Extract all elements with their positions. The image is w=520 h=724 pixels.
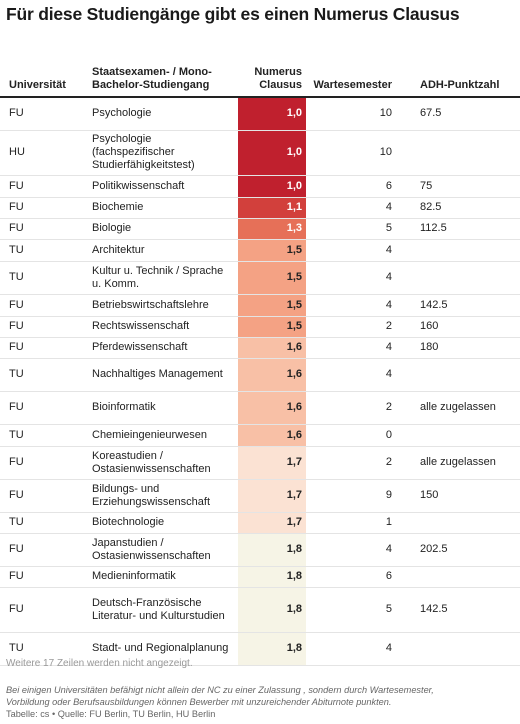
table-row xyxy=(0,358,520,391)
column-header-nc[interactable]: Numerus Clausus xyxy=(238,40,306,97)
table-row xyxy=(0,239,520,261)
cell-adh-points: 142.5 xyxy=(411,587,520,632)
cell-degree: Koreastudien / Ostasienwissenschaften xyxy=(92,446,238,479)
cell-waiting-semesters: 5 xyxy=(306,218,411,239)
cell-university: FU xyxy=(0,533,92,566)
table-row xyxy=(0,566,520,587)
table-row xyxy=(0,446,520,479)
cell-nc: 1,0 xyxy=(238,130,306,175)
cell-adh-points xyxy=(411,261,520,294)
column-header-university[interactable]: Universität xyxy=(0,40,92,97)
table-body xyxy=(0,97,520,665)
cell-university: FU xyxy=(0,197,92,218)
cell-adh-points: 75 xyxy=(411,175,520,197)
table-row xyxy=(0,197,520,218)
cell-university: TU xyxy=(0,632,92,665)
cell-degree: Biochemie xyxy=(92,197,238,218)
cell-adh-points xyxy=(411,632,520,665)
cell-nc: 1,6 xyxy=(238,337,306,358)
cell-adh-points: 142.5 xyxy=(411,294,520,316)
cell-university: FU xyxy=(0,218,92,239)
table-row xyxy=(0,424,520,446)
cell-degree: Chemieingenieurwesen xyxy=(92,424,238,446)
cell-university: TU xyxy=(0,358,92,391)
table-row xyxy=(0,391,520,424)
cell-degree: Bildungs- und Erziehungswissenschaft xyxy=(92,479,238,512)
cell-nc: 1,8 xyxy=(238,587,306,632)
cell-waiting-semesters: 10 xyxy=(306,130,411,175)
cell-degree: Japanstudien / Ostasienwissenschaften xyxy=(92,533,238,566)
footnote: Bei einigen Universitäten befähigt nicht allein der NC zu einer Zulassung , sondern durch Wartesemester, Vorbildung oder Berufsausbildungen können Bewerber mit unzureichender Abiturnote punkten. xyxy=(6,685,434,707)
cell-nc: 1,0 xyxy=(238,97,306,130)
cell-university: TU xyxy=(0,261,92,294)
cell-degree: Betriebswirtschaftslehre xyxy=(92,294,238,316)
table-row xyxy=(0,294,520,316)
cell-degree: Biotechnologie xyxy=(92,512,238,533)
cell-nc: 1,5 xyxy=(238,261,306,294)
cell-nc: 1,6 xyxy=(238,424,306,446)
cell-waiting-semesters: 4 xyxy=(306,533,411,566)
table-row xyxy=(0,533,520,566)
cell-waiting-semesters: 6 xyxy=(306,566,411,587)
table-row xyxy=(0,337,520,358)
cell-degree: Medieninformatik xyxy=(92,566,238,587)
more-rows-note: Weitere 17 Zeilen werden nicht angezeigt. xyxy=(6,658,193,669)
cell-nc: 1,6 xyxy=(238,358,306,391)
cell-adh-points: alle zugelassen xyxy=(411,391,520,424)
column-header-degree[interactable]: Staatsexamen- / Mono-Bachelor-Studiengang xyxy=(92,40,238,97)
table-row xyxy=(0,97,520,130)
cell-waiting-semesters: 4 xyxy=(306,294,411,316)
cell-waiting-semesters: 4 xyxy=(306,239,411,261)
cell-university: FU xyxy=(0,175,92,197)
page-title: Für diese Studiengänge gibt es einen Numerus Clausus xyxy=(6,4,460,24)
cell-adh-points: 160 xyxy=(411,316,520,337)
cell-university: HU xyxy=(0,130,92,175)
cell-waiting-semesters: 4 xyxy=(306,358,411,391)
table-row xyxy=(0,512,520,533)
cell-adh-points: 180 xyxy=(411,337,520,358)
cell-waiting-semesters: 2 xyxy=(306,316,411,337)
cell-waiting-semesters: 5 xyxy=(306,587,411,632)
cell-nc: 1,8 xyxy=(238,533,306,566)
table-header-row xyxy=(0,40,520,97)
table-row xyxy=(0,130,520,175)
cell-university: FU xyxy=(0,97,92,130)
cell-degree: Kultur u. Technik / Sprache u. Komm. xyxy=(92,261,238,294)
cell-waiting-semesters: 10 xyxy=(306,97,411,130)
cell-adh-points: 150 xyxy=(411,479,520,512)
cell-nc: 1,8 xyxy=(238,632,306,665)
table-row xyxy=(0,316,520,337)
cell-nc: 1,7 xyxy=(238,512,306,533)
cell-waiting-semesters: 2 xyxy=(306,446,411,479)
cell-university: FU xyxy=(0,587,92,632)
cell-degree: Pferdewissenschaft xyxy=(92,337,238,358)
cell-degree: Psychologie (fachspezifischer Studierfähigkeitstest) xyxy=(92,130,238,175)
cell-nc: 1,1 xyxy=(238,197,306,218)
cell-nc: 1,0 xyxy=(238,175,306,197)
cell-degree: Stadt- und Regionalplanung xyxy=(92,632,238,665)
table-row xyxy=(0,261,520,294)
nc-table xyxy=(0,40,520,666)
cell-nc: 1,6 xyxy=(238,391,306,424)
cell-waiting-semesters: 2 xyxy=(306,391,411,424)
cell-waiting-semesters: 0 xyxy=(306,424,411,446)
cell-adh-points: 67.5 xyxy=(411,97,520,130)
column-header-adh-points[interactable]: ADH-Punktzahl xyxy=(411,40,520,97)
cell-waiting-semesters: 6 xyxy=(306,175,411,197)
cell-adh-points: 112.5 xyxy=(411,218,520,239)
column-header-waiting-semesters[interactable]: Wartesemester xyxy=(306,40,411,97)
cell-degree: Politikwissenschaft xyxy=(92,175,238,197)
cell-university: FU xyxy=(0,446,92,479)
cell-university: TU xyxy=(0,512,92,533)
cell-adh-points xyxy=(411,566,520,587)
cell-university: FU xyxy=(0,337,92,358)
source-line: Tabelle: cs • Quelle: FU Berlin, TU Berlin, HU Berlin xyxy=(6,709,216,719)
cell-university: FU xyxy=(0,294,92,316)
cell-university: TU xyxy=(0,239,92,261)
cell-nc: 1,5 xyxy=(238,294,306,316)
cell-degree: Deutsch-Französische Literatur- und Kulturstudien xyxy=(92,587,238,632)
cell-adh-points xyxy=(411,130,520,175)
cell-university: FU xyxy=(0,391,92,424)
cell-university: TU xyxy=(0,424,92,446)
cell-adh-points xyxy=(411,424,520,446)
cell-adh-points xyxy=(411,239,520,261)
cell-adh-points: alle zugelassen xyxy=(411,446,520,479)
table-row xyxy=(0,218,520,239)
cell-adh-points: 82.5 xyxy=(411,197,520,218)
cell-adh-points xyxy=(411,512,520,533)
cell-degree: Nachhaltiges Management xyxy=(92,358,238,391)
cell-degree: Bioinformatik xyxy=(92,391,238,424)
cell-degree: Biologie xyxy=(92,218,238,239)
cell-degree: Rechtswissenschaft xyxy=(92,316,238,337)
cell-university: FU xyxy=(0,479,92,512)
table-row xyxy=(0,175,520,197)
cell-waiting-semesters: 4 xyxy=(306,197,411,218)
cell-adh-points xyxy=(411,358,520,391)
cell-degree: Psychologie xyxy=(92,97,238,130)
cell-university: FU xyxy=(0,316,92,337)
cell-degree: Architektur xyxy=(92,239,238,261)
cell-waiting-semesters: 4 xyxy=(306,632,411,665)
cell-adh-points: 202.5 xyxy=(411,533,520,566)
cell-nc: 1,5 xyxy=(238,316,306,337)
table-row xyxy=(0,479,520,512)
table-row xyxy=(0,587,520,632)
cell-nc: 1,7 xyxy=(238,446,306,479)
cell-waiting-semesters: 1 xyxy=(306,512,411,533)
cell-nc: 1,5 xyxy=(238,239,306,261)
cell-nc: 1,7 xyxy=(238,479,306,512)
cell-waiting-semesters: 9 xyxy=(306,479,411,512)
cell-nc: 1,3 xyxy=(238,218,306,239)
cell-university: FU xyxy=(0,566,92,587)
cell-waiting-semesters: 4 xyxy=(306,261,411,294)
cell-nc: 1,8 xyxy=(238,566,306,587)
cell-waiting-semesters: 4 xyxy=(306,337,411,358)
